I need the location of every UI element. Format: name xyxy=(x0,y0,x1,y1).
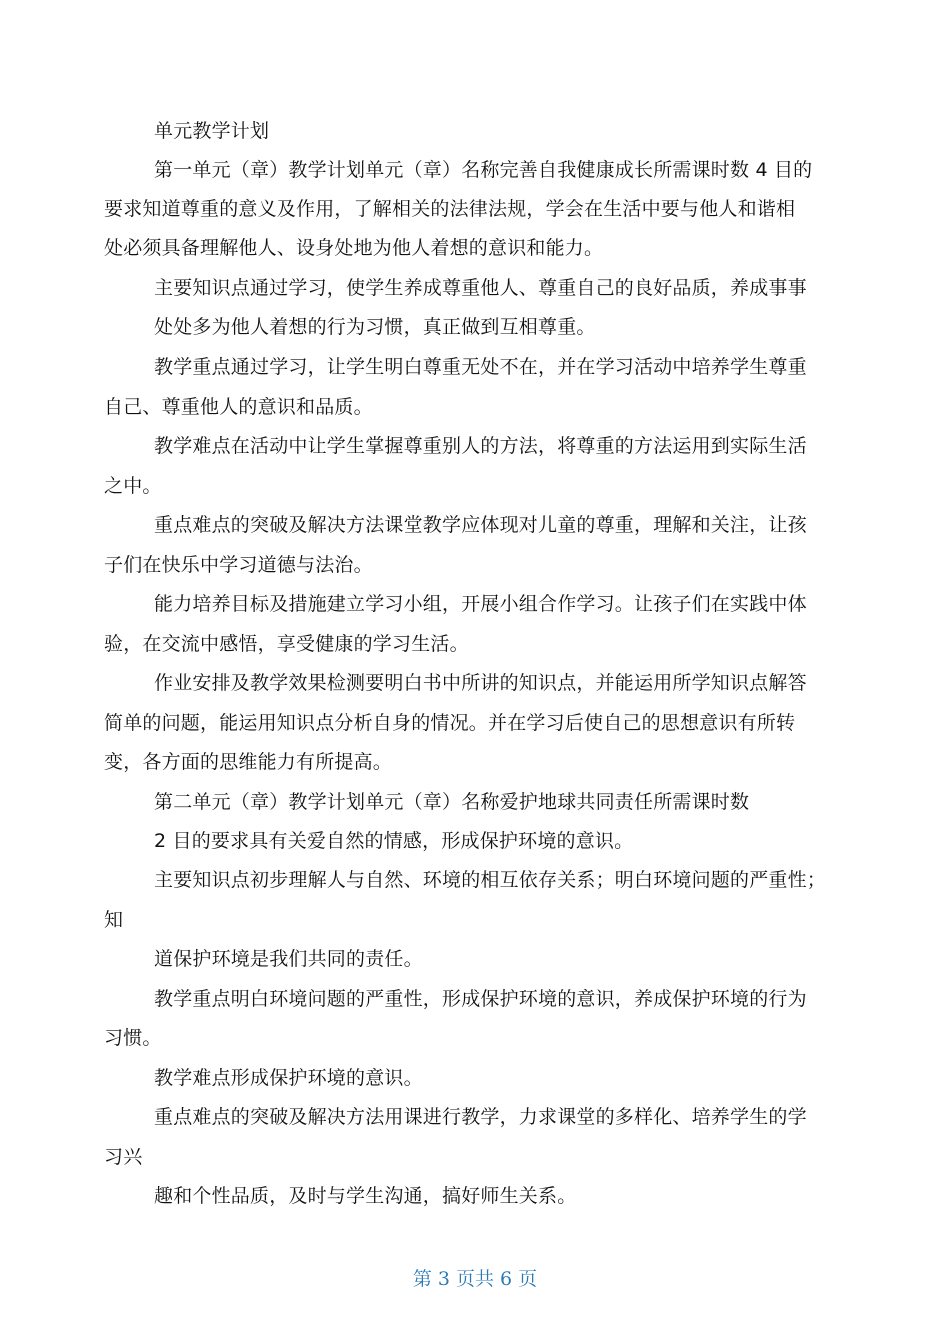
doc-line: 习兴 xyxy=(104,1146,143,1168)
doc-line: 能力培养目标及措施建立学习小组，开展小组合作学习。让孩子们在实践中体 xyxy=(154,593,807,615)
page-number-footer: 第 3 页共 6 页 xyxy=(412,1268,538,1290)
doc-line: 自己、尊重他人的意识和品质。 xyxy=(104,396,373,418)
doc-line: 道保护环境是我们共同的责任。 xyxy=(154,948,423,970)
doc-line: 之中。 xyxy=(104,475,162,497)
doc-line: 处处多为他人着想的行为习惯，真正做到互相尊重。 xyxy=(154,316,596,338)
doc-line: 简单的问题，能运用知识点分析自身的情况。并在学习后使自己的思想意识有所转 xyxy=(104,712,796,734)
doc-line: 变，各方面的思维能力有所提高。 xyxy=(104,751,393,773)
doc-title: 单元教学计划 xyxy=(154,120,270,142)
doc-line: 主要知识点初步理解人与自然、环境的相互依存关系；明白环境问题的严重性； xyxy=(154,869,827,891)
doc-line: 第二单元（章）教学计划单元（章）名称爱护地球共同责任所需课时数 xyxy=(154,791,750,813)
doc-line: 要求知道尊重的意义及作用，了解相关的法律法规，学会在生活中要与他人和谐相 xyxy=(104,198,796,220)
doc-line: 重点难点的突破及解决方法用课进行教学，力求课堂的多样化、培养学生的学 xyxy=(154,1106,807,1128)
doc-line: 教学重点明白环境问题的严重性，形成保护环境的意识，养成保护环境的行为 xyxy=(154,988,807,1010)
doc-line: 重点难点的突破及解决方法课堂教学应体现对儿童的尊重，理解和关注，让孩 xyxy=(154,514,807,536)
doc-line: 2 目的要求具有关爱自然的情感，形成保护环境的意识。 xyxy=(154,830,634,852)
doc-line: 趣和个性品质，及时与学生沟通，搞好师生关系。 xyxy=(154,1185,577,1207)
doc-line: 教学重点通过学习，让学生明白尊重无处不在，并在学习活动中培养学生尊重 xyxy=(154,356,807,378)
doc-line: 教学难点形成保护环境的意识。 xyxy=(154,1067,423,1089)
doc-line: 主要知识点通过学习，使学生养成尊重他人、尊重自己的良好品质，养成事事 xyxy=(154,277,807,299)
doc-line: 作业安排及教学效果检测要明白书中所讲的知识点，并能运用所学知识点解答 xyxy=(154,672,807,694)
doc-line: 验，在交流中感悟，享受健康的学习生活。 xyxy=(104,633,469,655)
doc-line: 习惯。 xyxy=(104,1027,162,1049)
doc-line: 教学难点在活动中让学生掌握尊重别人的方法，将尊重的方法运用到实际生活 xyxy=(154,435,807,457)
doc-line: 处必须具备理解他人、设身处地为他人着想的意识和能力。 xyxy=(104,237,604,259)
doc-line: 知 xyxy=(104,909,124,931)
doc-line: 子们在快乐中学习道德与法治。 xyxy=(104,554,373,576)
doc-line: 第一单元（章）教学计划单元（章）名称完善自我健康成长所需课时数 4 目的 xyxy=(154,159,813,181)
